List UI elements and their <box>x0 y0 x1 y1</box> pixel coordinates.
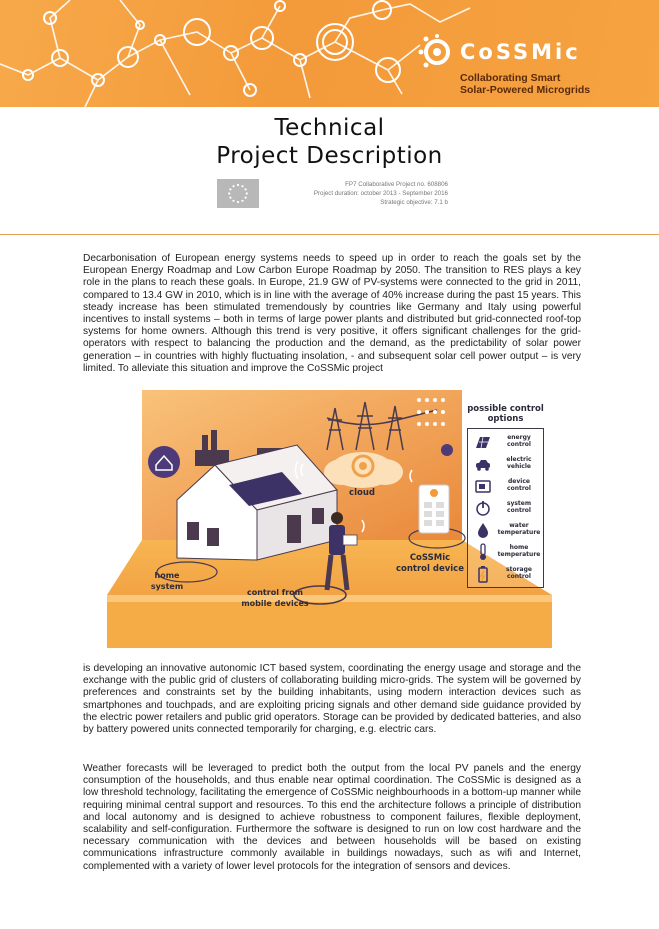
control-device-label: CoSSMic control device <box>395 553 464 574</box>
meta-project-number: FP7 Collaborative Project no. 608806 <box>345 181 448 188</box>
brand <box>418 34 618 96</box>
header-banner <box>0 0 659 107</box>
option-system-control: system control <box>468 497 545 519</box>
option-home-temperature: home temperature <box>468 541 545 563</box>
battery-icon <box>474 565 492 583</box>
water-drop-icon <box>474 521 492 539</box>
title-line-2: Project Description <box>216 143 443 169</box>
tagline-line-1: Collaborating Smart <box>460 72 561 84</box>
option-electric-vehicle: electric vehicle <box>468 453 545 475</box>
system-illustration <box>107 390 552 648</box>
cossmic-sun-logo-icon <box>418 34 456 70</box>
option-storage-control: storage control <box>468 563 545 585</box>
solar-panel-icon <box>474 433 492 451</box>
project-meta <box>270 180 448 207</box>
logo-text: CoSSMic <box>460 40 581 64</box>
mobile-devices-label: control from mobile devices <box>241 588 309 608</box>
paragraph-2: is developing an innovative autonomic ICT based system, coordinating the energy usage and storage and the exchange with the public grid of clusters of collaborating building micro-grids. The system will be governed by preferences and constraints set by the building inhabitants, using modern interaction devices such as smartphones and touchpads, and are exploiting pricing signals and other demand side guidance provided by the electric power retailers and public grid operators. Storage can be provided by dedicated batteries, and also by battery powered units connected temporarily for charging, e.g. electric cars. <box>83 663 581 736</box>
home-system-label: home system <box>150 571 184 591</box>
eu-flag-icon <box>217 179 259 208</box>
power-icon <box>474 499 492 517</box>
cloud-label: cloud <box>349 488 375 498</box>
option-device-control: device control <box>468 475 545 497</box>
tagline-line-2: Solar-Powered Microgrids <box>460 84 591 96</box>
control-options-panel <box>467 428 544 588</box>
logo <box>418 34 618 70</box>
page-title <box>0 114 659 170</box>
paragraph-3: Weather forecasts will be leveraged to predict both the output from the local PV panels and the energy consumption of the households, and thus enable near optimal coordination. The CoSSMic is designed as a low threshold technology, facilitating the emergence of CoSSMic neighbourhoods in a bottom-up manner while requiring minimal central support and resources. To this end the architecture follows a principle of distribution and local autonomy and is designed to achieve robustness to component failures, flexible deployment, scalability and self-configuration. Furthermore the software is designed to run on low cost hardware and the necessary communication with the devices and between households will be based on existing communications infrastructure commonly available in buildings nowadays, such as wifi and Internet, complemented with a variety of lower level protocols for the integration of sensors and devices. <box>83 763 581 872</box>
meta-duration: Project duration: october 2013 - September 2016 <box>313 190 448 197</box>
option-water-temperature: water temperature <box>468 519 545 541</box>
meta-objective: Strategic objective: 7.1 b <box>380 199 448 206</box>
title-line-1: Technical <box>274 115 385 141</box>
tagline <box>460 72 590 96</box>
control-options-title: possible control options <box>467 404 544 424</box>
device-icon <box>474 477 492 495</box>
thermometer-icon <box>474 543 492 561</box>
divider <box>0 234 659 235</box>
option-energy-control: energy control <box>468 431 545 453</box>
electric-car-icon <box>474 455 492 473</box>
paragraph-1: Decarbonisation of European energy systems needs to speed up in order to reach the goals set by the European Energy Roadmap and Low Carbon Europe Roadmap by 2050. The transition to RES plays a key role in the plans to reach these goals. In Europe, 21.9 GW of PV-systems were connected to the grid in 2011, compared to 13.4 GW in 2010, which is in line with the average of 40% increase during the past 15 years. This steady increase has been stimulated tremendously by countries like Germany and Italy using powerful incentives to install systems – both in terms of large power plants and distributed but grid-connected roof-top systems for home owners. Although this trend is very positive, it offers significant challenges for the grid-operators with respect to balancing the production and the demand, as the predictability of solar power generation – in countries with highly fluctuating insolation, - and subsequent solar cell power output – is very limited. To alleviate this situation and improve the CoSSMic project <box>83 253 581 374</box>
